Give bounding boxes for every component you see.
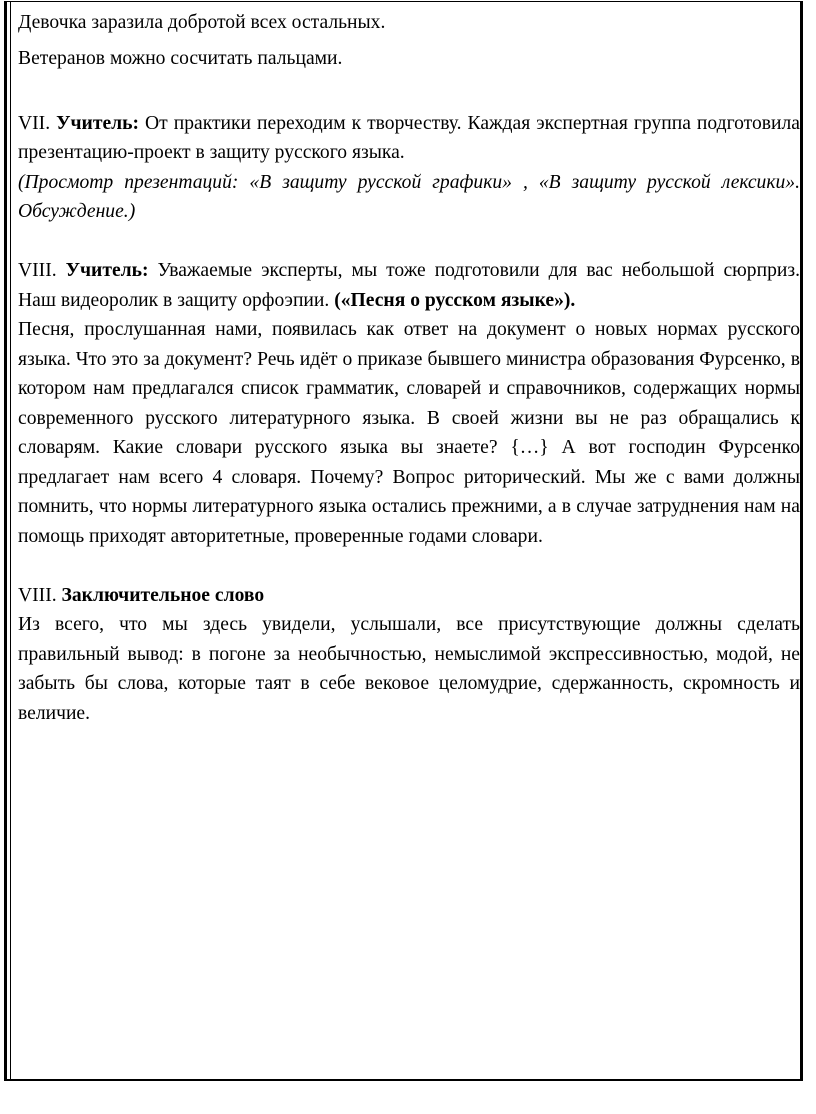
section-7-note: (Просмотр презентаций: «В защиту русской графики» , «В защиту русской лексики». Обсуждение.)	[18, 171, 800, 222]
section-7-text: От практики переходим к творчеству. Каждая экспертная группа подготовила презентацию-проект в защиту русского языка.	[18, 112, 800, 163]
section-8-body: Песня, прослушанная нами, появилась как ответ на документ о новых нормах русского языка. Что это за документ? Речь идёт о приказе бывшего министра образования Фурсенко, в котором нам предлагался список грамматик, словарей и справочников, содержащих нормы современного русского литературного языка. В своей жизни вы не раз обращались к словарям. Какие словари русского языка вы знаете? {…} А вот господин Фурсенко предлагает нам всего 4 словаря. Почему? Вопрос риторический. Мы же с вами должны помнить, что нормы литературного языка остались прежними, а в случае затруднения нам на помощь приходят авторитетные, проверенные годами словари.	[18, 319, 800, 547]
intro-line-2: Ветеранов можно сосчитать пальцами.	[18, 47, 343, 69]
section-9-heading	[18, 581, 800, 611]
section-8-number: VIII.	[18, 260, 57, 281]
spacer	[18, 227, 800, 257]
section-7-speaker: Учитель:	[56, 112, 140, 134]
section-8-speaker: Учитель:	[65, 260, 149, 281]
intro-line-1: Девочка заразила добротой всех остальных.	[18, 12, 386, 33]
spacer	[18, 551, 800, 581]
document-body	[18, 8, 800, 728]
section-7-paragraph	[18, 109, 800, 168]
section-8-paragraph	[18, 256, 800, 315]
section-9-body: Из всего, что мы здесь увидели, услышали, все присутствующие должны сделать правильный вывод: в погоне за необычностью, немыслимой экспрессивностью, модой, не забыть бы слова, которые таят в себе вековое целомудрие, сдержанность, скромность и величие.	[18, 614, 800, 724]
section-9-title: Заключительное слово	[61, 584, 265, 606]
section-8-song-title: («Песня о русском языке»).	[334, 289, 576, 311]
section-7-number: VII.	[18, 112, 51, 134]
section-9-number: VIII.	[18, 584, 57, 606]
spacer	[18, 73, 800, 103]
section-8-text: Уважаемые эксперты, мы тоже подготовили для вас небольшой сюрприз. Наш видеоролик в защиту орфоэпии.	[18, 260, 800, 311]
